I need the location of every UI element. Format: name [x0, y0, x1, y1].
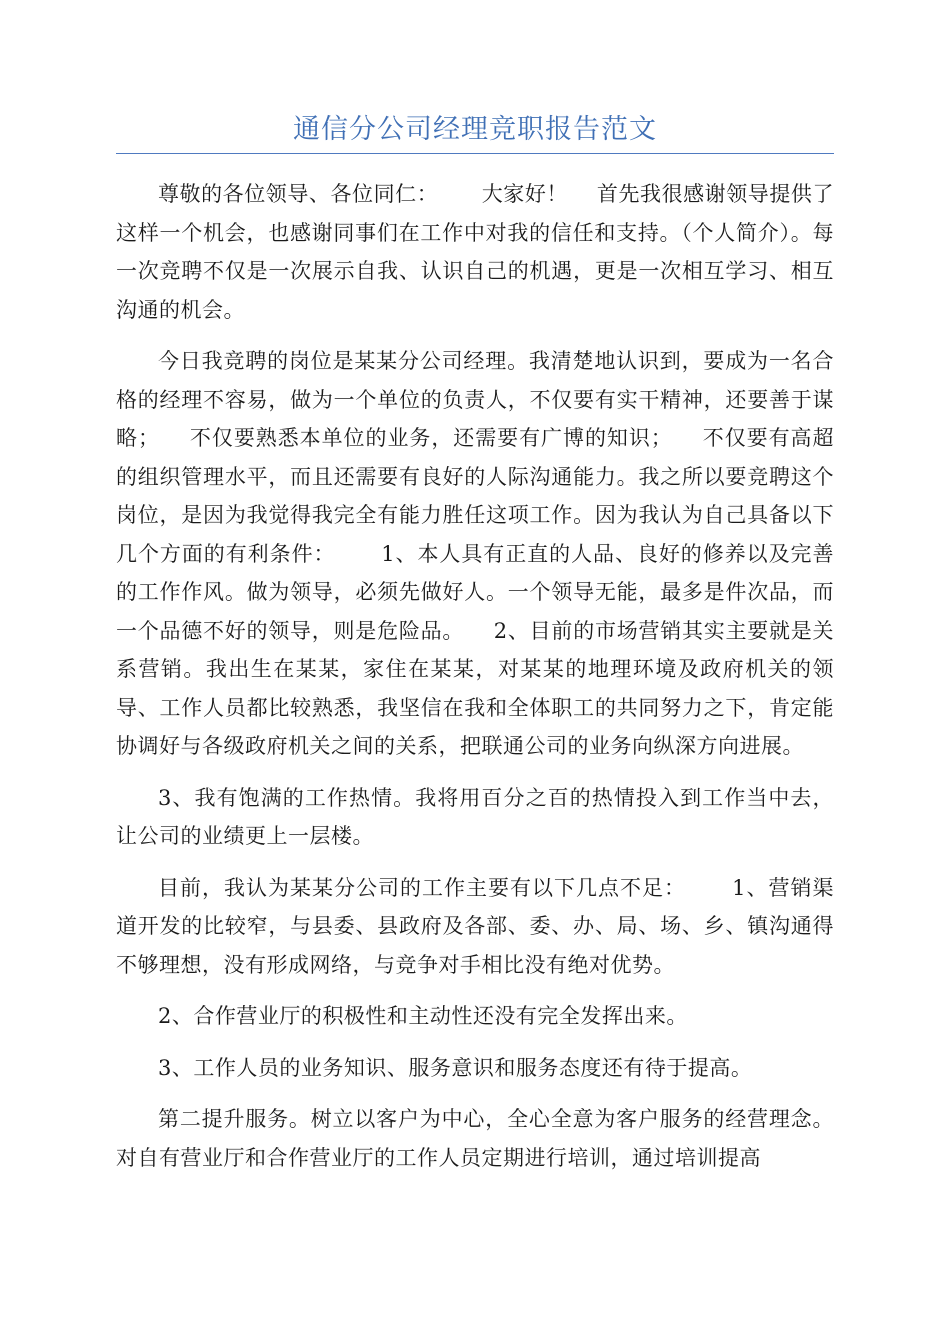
- title-underline: [116, 153, 834, 154]
- paragraph-service: 第二提升服务。树立以客户为中心，全心全意为客户服务的经营理念。对自有营业厅和合作营业厅的工作人员定期进行培训，通过培训提高: [116, 1107, 834, 1170]
- document-title: 通信分公司经理竞职报告范文: [293, 114, 657, 145]
- paragraph-shortcomings: 目前，我认为某某分公司的工作主要有以下几点不足： 1、营销渠道开发的比较窄，与县委、县政府及各部、委、办、局、场、乡、镇沟通得不够理想，没有形成网络，与竞争对手相比没有绝对优势。: [116, 875, 834, 977]
- paragraph-shortcoming-2: 2、合作营业厅的积极性和主动性还没有完全发挥出来。: [158, 1004, 688, 1028]
- paragraph-position: 今日我竞聘的岗位是某某分公司经理。我清楚地认识到，要成为一名合格的经理不容易，做为一个单位的负责人，不仅要有实干精神，还要善于谋略； 不仅要熟悉本单位的业务，还需要有广博的知识； 不仅要有高超的组织管理水平，而且还需要有良好的人际沟通能力。我之所以要竞聘这个岗位，是因为我觉得我完全有能力胜任这项工作。因为我认为自己具备以下几个方面的有利条件： 1、本人具有正直的人品、良好的修养以及完善的工作作风。做为领导，必须先做好人。一个领导无能，最多是件次品，而一个品德不好的领导，则是危险品。 2、目前的市场营销其实主要就是关系营销。我出生在某某，家住在某某，对某某的地理环境及政府机关的领导、工作人员都比较熟悉，我坚信在我和全体职工的共同努力之下，肯定能协调好与各级政府机关之间的关系，把联通公司的业务向纵深方向进展。: [116, 349, 834, 758]
- paragraph-enthusiasm: 3、我有饱满的工作热情。我将用百分之百的热情投入到工作当中去，让公司的业绩更上一层楼。: [116, 785, 834, 848]
- paragraph-greeting: 尊敬的各位领导、各位同仁： 大家好！ 首先我很感谢领导提供了这样一个机会，也感谢同事们在工作中对我的信任和支持。（个人简介）。每一次竞聘不仅是一次展示自我、认识自己的机遇，更是一次相互学习、相互沟通的机会。: [116, 182, 834, 322]
- document-body: [116, 175, 834, 1190]
- paragraph-shortcoming-3: 3、工作人员的业务知识、服务意识和服务态度还有待于提高。: [158, 1055, 753, 1080]
